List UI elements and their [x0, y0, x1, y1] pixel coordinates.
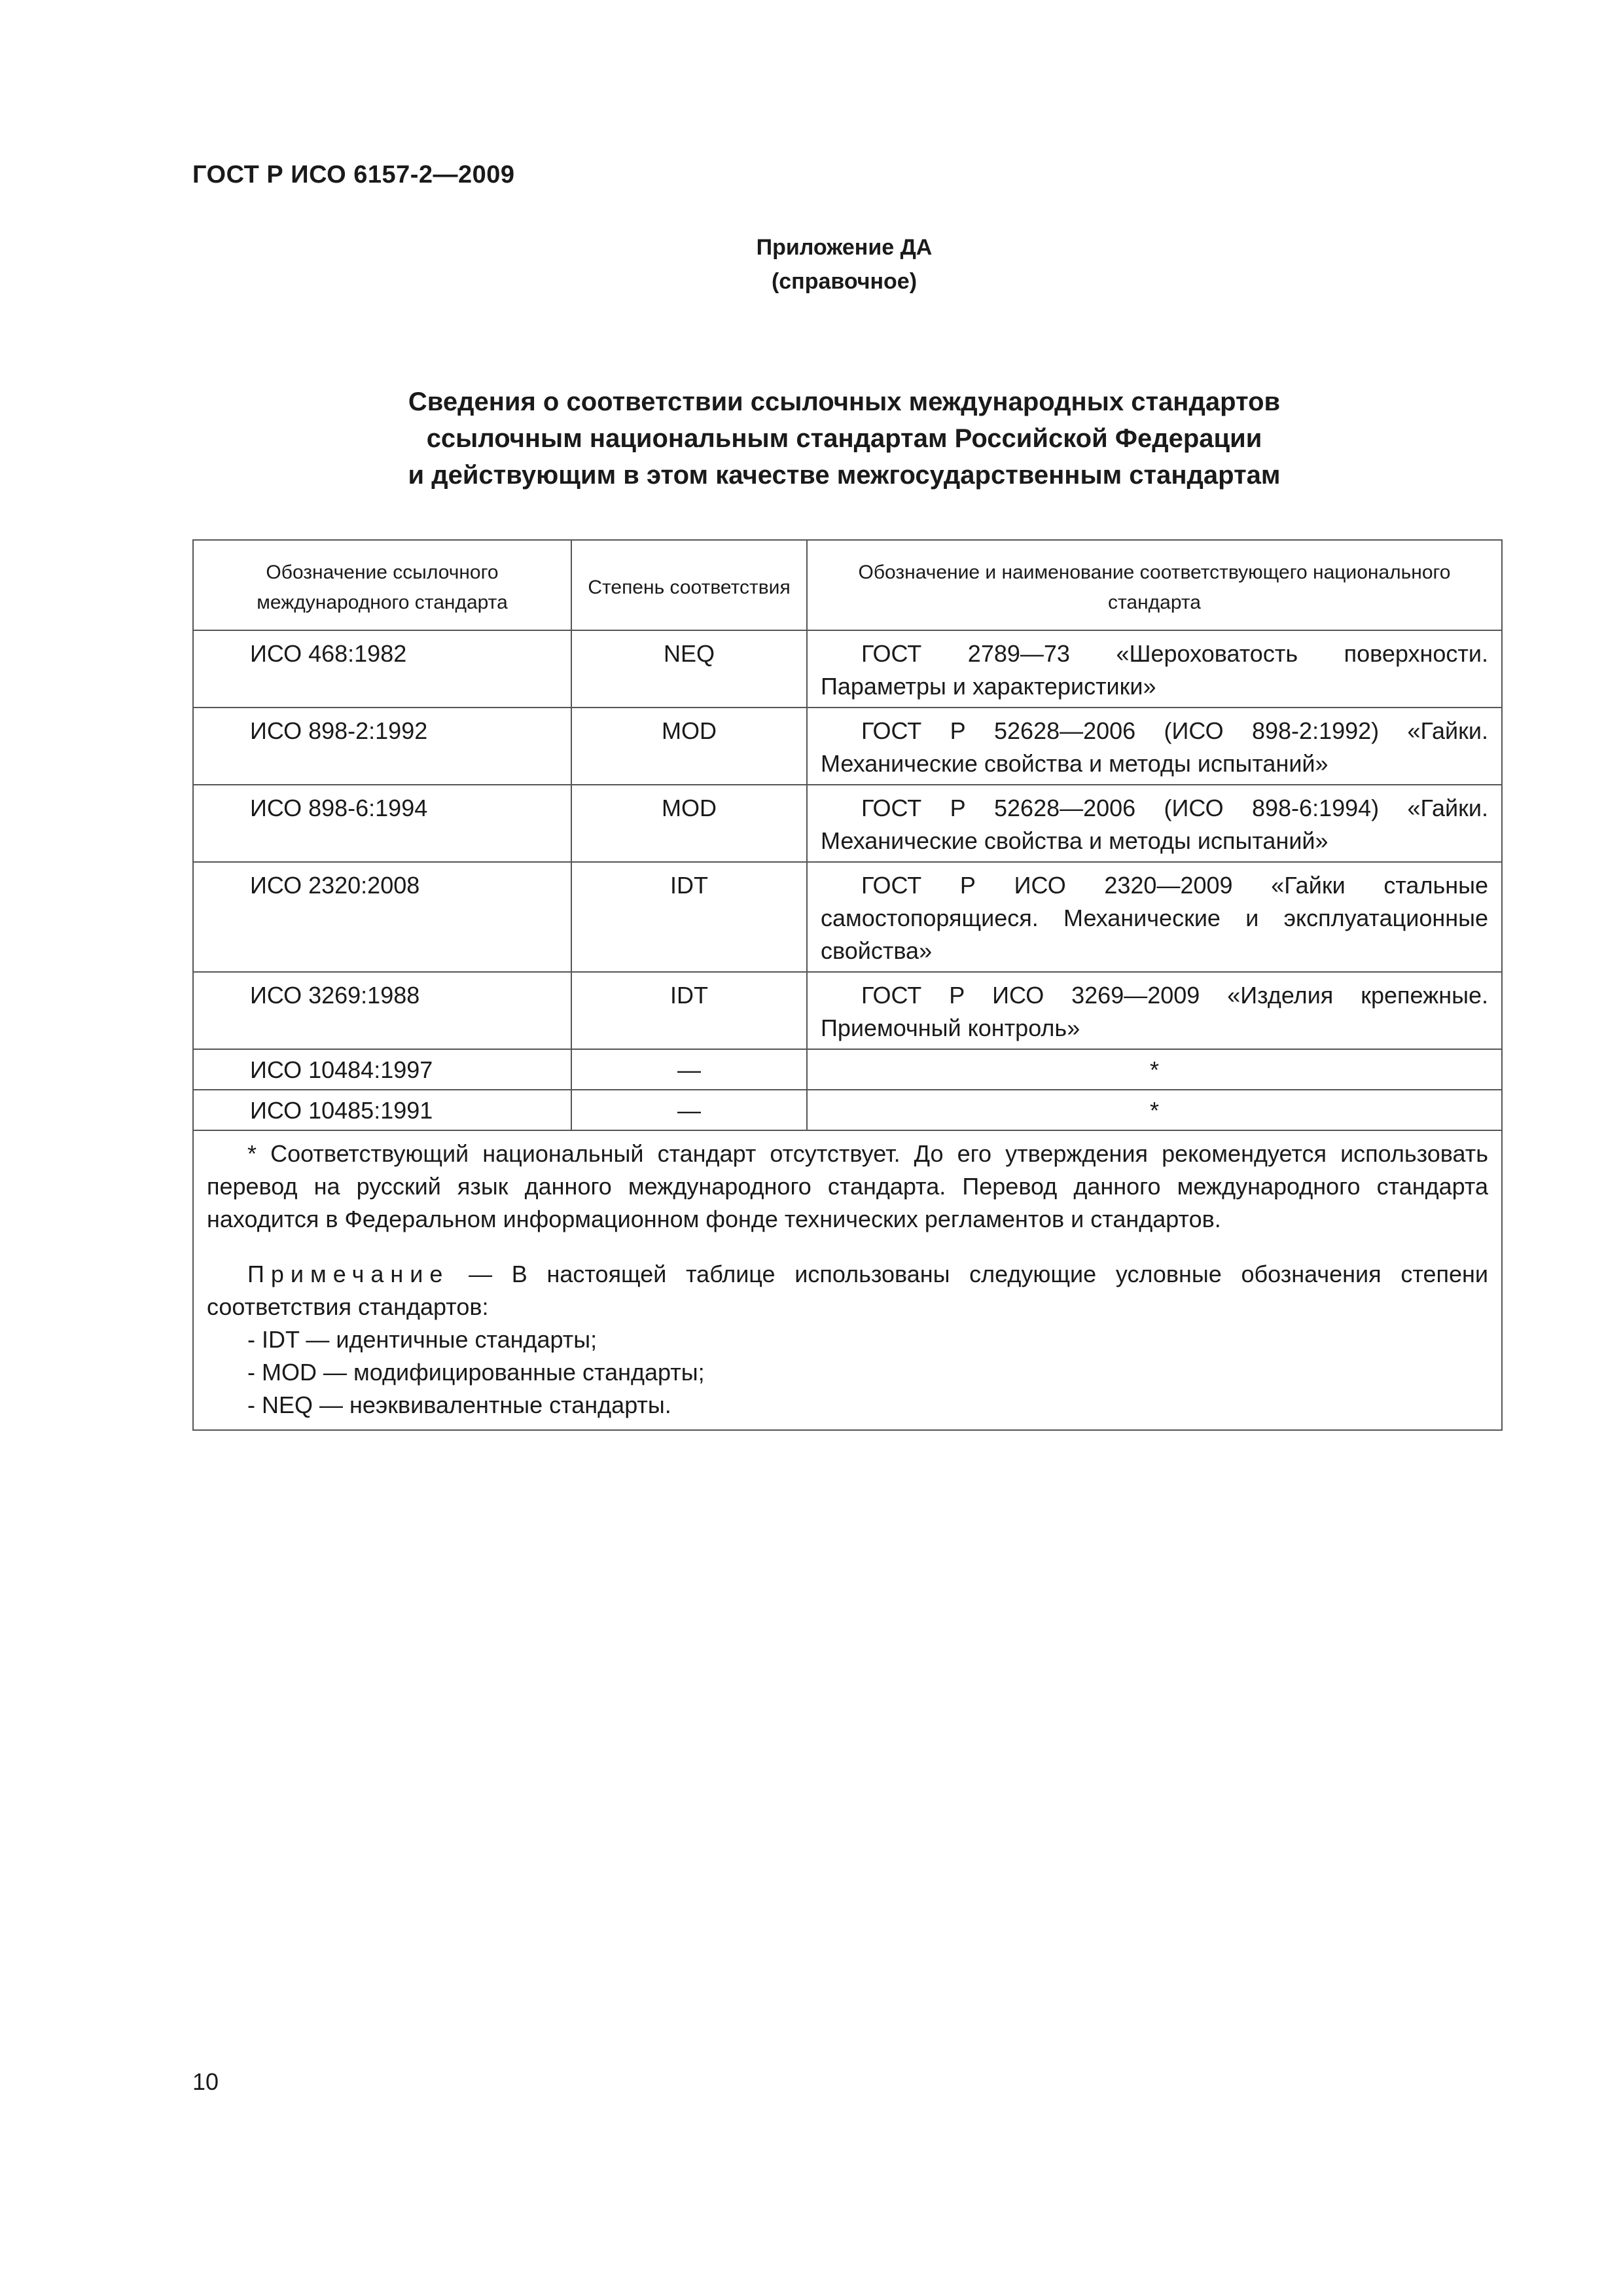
- degree-cell: MOD: [571, 785, 807, 862]
- national-standard-cell: [807, 785, 1502, 862]
- correspondence-table: [192, 539, 1503, 1431]
- note: [207, 1258, 1488, 1323]
- national-standard-text: ГОСТ Р 52628—2006 (ИСО 898-6:1994) «Гайки. Механические свойства и методы испытаний»: [821, 795, 1488, 854]
- degree-cell: —: [571, 1090, 807, 1130]
- footnote: * Соответствующий национальный стандарт отсутствует. До его утверждения рекомендуется использовать перевод на русский язык данного международного стандарта. Перевод данного международного стандарта находится в Федеральном информационном фонде технических регламентов и стандартов.: [207, 1140, 1488, 1232]
- national-standard-cell: [807, 862, 1502, 972]
- national-standard-cell: [807, 972, 1502, 1049]
- title-line-3: и действующим в этом качестве межгосударственным стандартам: [408, 461, 1281, 490]
- page-number: 10: [192, 2068, 219, 2095]
- international-standard-cell: ИСО 2320:2008: [193, 862, 571, 972]
- note-text: — В настоящей таблице использованы следующие условные обозначения степени соответствия стандартов:: [207, 1261, 1488, 1320]
- international-standard-cell: ИСО 898-6:1994: [193, 785, 571, 862]
- national-standard-cell: [807, 708, 1502, 785]
- national-standard-text: ГОСТ 2789—73 «Шероховатость поверхности. Параметры и характеристики»: [821, 640, 1488, 700]
- header-national-standard: Обозначение и наименование соответствующего национального стандарта: [807, 540, 1502, 630]
- table-row: [193, 862, 1502, 972]
- table-row: [193, 630, 1502, 708]
- international-standard-cell: ИСО 10484:1997: [193, 1049, 571, 1090]
- national-standard-text: ГОСТ Р ИСО 2320—2009 «Гайки стальные самостопорящиеся. Механические и эксплуатационные свойства»: [821, 872, 1488, 964]
- table-row: [193, 785, 1502, 862]
- degree-cell: MOD: [571, 708, 807, 785]
- header-degree: Степень соответствия: [571, 540, 807, 630]
- appendix-type: (справочное): [771, 269, 918, 294]
- title-line-1: Сведения о соответствии ссылочных международных стандартов: [408, 387, 1281, 416]
- international-standard-cell: ИСО 3269:1988: [193, 972, 571, 1049]
- national-standard-cell: *: [807, 1090, 1502, 1130]
- appendix-label: Приложение ДА: [756, 235, 933, 260]
- table-row: [193, 972, 1502, 1049]
- national-standard-text: ГОСТ Р ИСО 3269—2009 «Изделия крепежные. Приемочный контроль»: [821, 982, 1488, 1041]
- degree-cell: NEQ: [571, 630, 807, 708]
- degree-cell: IDT: [571, 972, 807, 1049]
- table-footer-row: [193, 1130, 1502, 1430]
- table-notes: [193, 1130, 1502, 1430]
- national-standard-cell: *: [807, 1049, 1502, 1090]
- note-item: - NEQ — неэквивалентные стандарты.: [247, 1391, 671, 1418]
- table-row: [193, 1049, 1502, 1090]
- header-international-standard: Обозначение ссылочного международного стандарта: [193, 540, 571, 630]
- appendix-heading: [0, 230, 1623, 298]
- national-standard-cell: [807, 630, 1502, 708]
- page-title: [0, 384, 1623, 493]
- note-list: [207, 1323, 1488, 1422]
- degree-cell: —: [571, 1049, 807, 1090]
- note-item: - IDT — идентичные стандарты;: [247, 1326, 597, 1353]
- national-standard-text: ГОСТ Р 52628—2006 (ИСО 898-2:1992) «Гайки. Механические свойства и методы испытаний»: [821, 717, 1488, 777]
- title-line-2: ссылочным национальным стандартам Российской Федерации: [426, 424, 1262, 453]
- international-standard-cell: ИСО 468:1982: [193, 630, 571, 708]
- note-label: Примечание: [247, 1261, 450, 1287]
- international-standard-cell: ИСО 898-2:1992: [193, 708, 571, 785]
- table-header-row: [193, 540, 1502, 630]
- table-row: [193, 1090, 1502, 1130]
- table-row: [193, 708, 1502, 785]
- note-item: - MOD — модифицированные стандарты;: [247, 1359, 705, 1386]
- international-standard-cell: ИСО 10485:1991: [193, 1090, 571, 1130]
- document-code: ГОСТ Р ИСО 6157-2—2009: [192, 161, 515, 188]
- degree-cell: IDT: [571, 862, 807, 972]
